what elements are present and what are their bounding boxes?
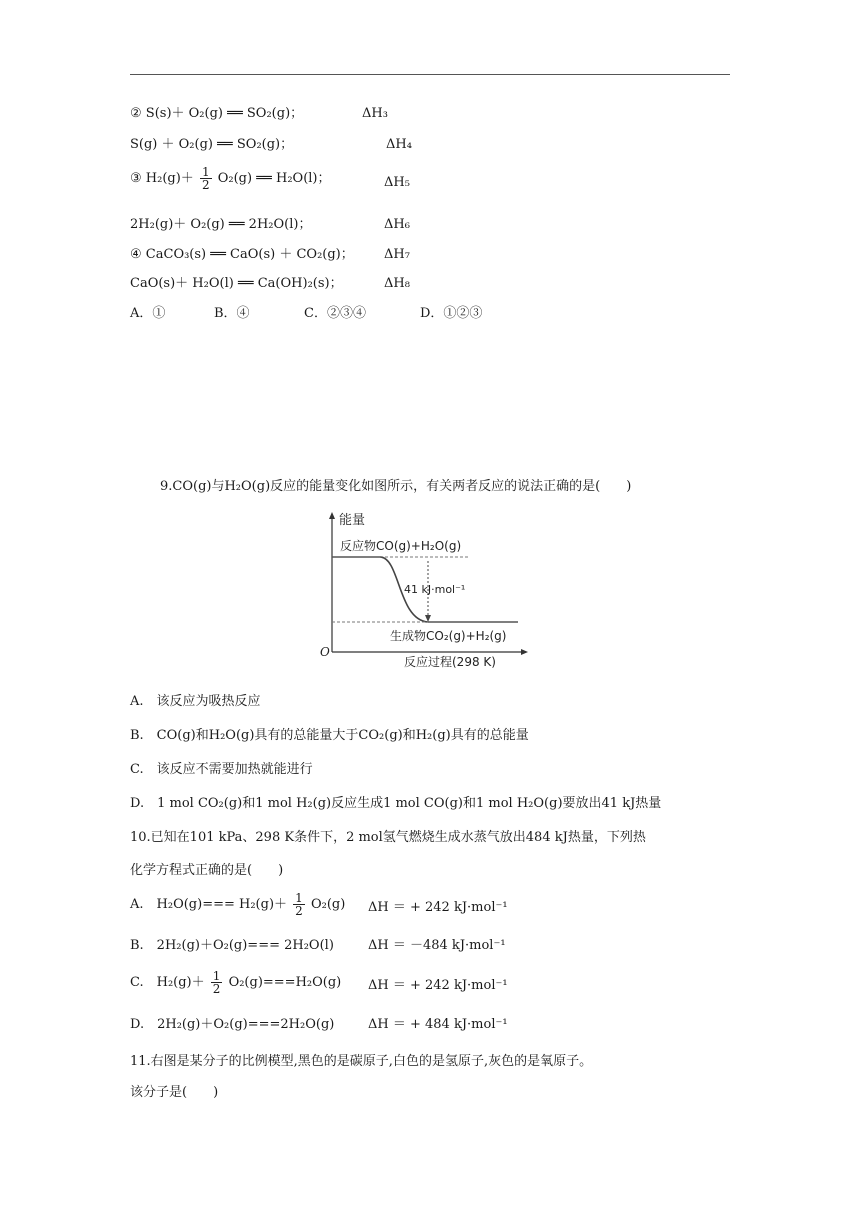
eq-4a-dh: ΔH₇	[384, 247, 410, 262]
header-rule	[130, 74, 730, 75]
delta-h-label: 41 kJ·mol⁻¹	[404, 583, 466, 596]
eq-4a	[130, 246, 354, 264]
eq-3b: 2H₂(g)＋ O₂(g) ══ 2H₂O(l)；	[130, 217, 312, 232]
fraction-half: $\frac{1}{2}$	[295, 891, 303, 918]
eq-3a	[130, 166, 331, 192]
q10-option-a	[130, 892, 345, 918]
y-axis-arrow-icon	[329, 512, 335, 519]
reactant-label: 反应物CO(g)+H₂O(g)	[340, 539, 462, 553]
eq-2a-text: S(s)＋ O₂(g) ══ SO₂(g)；	[145, 106, 304, 121]
eq-3b-dh: ΔH₆	[384, 217, 410, 232]
q9-option-b: B. CO(g)和H₂O(g)具有的总能量大于CO₂(g)和H₂(g)具有的总能量	[130, 728, 529, 743]
fraction-half: $\frac{1}{2}$	[212, 969, 221, 996]
q9-option-d: D. 1 mol CO₂(g)和1 mol H₂(g)反应生成1 mol CO(g)和1 mol H₂O(g)要放出41 kJ热量	[130, 796, 662, 811]
q10-stem-line2: 化学方程式正确的是( )	[130, 863, 284, 878]
eq-4b: CaO(s)＋ H₂O(l) ══ Ca(OH)₂(s)；	[130, 276, 343, 291]
x-axis-arrow-icon	[521, 649, 528, 655]
circled-4: ④	[130, 247, 142, 262]
q10-option-c-pre: C. H₂(g)＋	[130, 975, 205, 990]
origin-label: O	[320, 645, 330, 659]
q10-stem-line1: 10.已知在101 kPa、298 K条件下，2 mol氢气燃烧生成水蒸气放出484 kJ热量，下列热	[130, 830, 646, 845]
x-axis-label: 反应过程(298 K)	[404, 655, 496, 669]
eq-4b-dh: ΔH₈	[384, 276, 410, 291]
y-axis-label: 能量	[339, 513, 366, 528]
q10-option-b: B. 2H₂(g)＋O₂(g)=== 2H₂O(l)	[130, 938, 334, 953]
q8-options	[130, 305, 482, 323]
q10-option-c-dh: ΔH ＝ + 242 kJ·mol⁻¹	[368, 978, 508, 993]
eq-2a	[130, 105, 303, 123]
q10-option-c	[130, 970, 341, 996]
circled-3: ③	[130, 171, 142, 186]
fraction-half: $\frac{1}{2}$	[201, 165, 210, 192]
eq-3a-dh: ΔH₅	[384, 175, 410, 190]
eq-3a-post: O₂(g) ══ H₂O(l)；	[217, 171, 331, 186]
product-label: 生成物CO₂(g)+H₂(g)	[390, 629, 507, 643]
q8-option-d: D．①②③	[420, 306, 483, 321]
q11-stem-line1: 11.右图是某分子的比例模型,黑色的是碳原子,白色的是氢原子,灰色的是氧原子。	[130, 1054, 593, 1069]
eq-2b-dh: ΔH₄	[386, 137, 412, 152]
q10-option-d: D. 2H₂(g)＋O₂(g)===2H₂O(g)	[130, 1017, 335, 1032]
q10-option-a-pre: A. H₂O(g)=== H₂(g)＋	[130, 897, 288, 912]
q8-option-b: B．④	[214, 306, 250, 321]
q10-option-c-post: O₂(g)===H₂O(g)	[228, 975, 342, 990]
eq-3a-pre: H₂(g)＋	[145, 171, 194, 186]
eq-4a-text: CaCO₃(s) ══ CaO(s) ＋ CO₂(g)；	[145, 247, 354, 262]
q10-option-d-dh: ΔH ＝ + 484 kJ·mol⁻¹	[368, 1017, 508, 1032]
q11-stem-line2: 该分子是( )	[130, 1085, 219, 1100]
q10-option-b-dh: ΔH ＝ －484 kJ·mol⁻¹	[368, 938, 506, 953]
eq-2b: S(g) ＋ O₂(g) ══ SO₂(g)；	[130, 137, 294, 152]
q9-option-c: C. 该反应不需要加热就能进行	[130, 762, 313, 777]
q10-option-a-dh: ΔH ＝ + 242 kJ·mol⁻¹	[368, 900, 508, 915]
q10-option-a-post: O₂(g)	[310, 897, 346, 912]
circled-2: ②	[130, 106, 142, 121]
eq-2a-dh: ΔH₃	[362, 106, 388, 121]
q9-stem: 9.CO(g)与H₂O(g)反应的能量变化如图所示，有关两者反应的说法正确的是( )	[160, 479, 632, 494]
q8-option-a: A．①	[130, 306, 166, 321]
energy-diagram	[318, 510, 533, 672]
q8-option-c: C．②③④	[304, 306, 366, 321]
q9-option-a: A. 该反应为吸热反应	[130, 694, 261, 709]
